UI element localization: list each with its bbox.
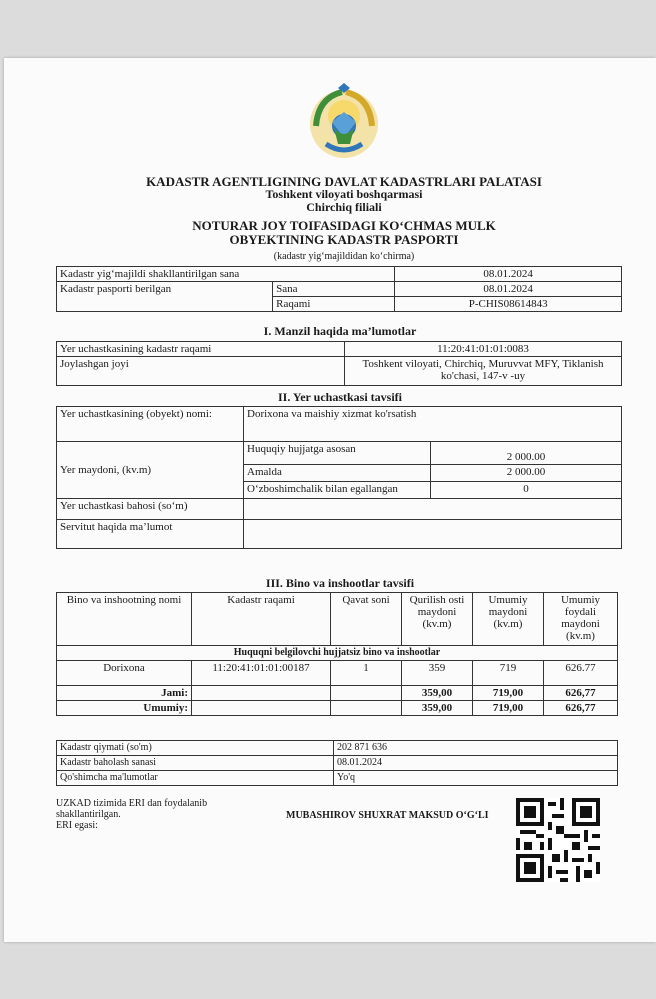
group-label: Huquqni belgilovchi hujjatsiz bino va inshootlar bbox=[57, 646, 618, 661]
extra-info-value: Yo'q bbox=[334, 771, 618, 786]
umumiy-empty-2 bbox=[331, 701, 402, 716]
building-total-area: 719 bbox=[473, 661, 544, 686]
legal-area-value: 2 000.00 bbox=[431, 442, 622, 465]
umumiy-total: 719,00 bbox=[473, 701, 544, 716]
cadastral-value-label: Kadastr qiymati (so'm) bbox=[57, 741, 334, 756]
document-page bbox=[4, 58, 656, 942]
self-occupied-label: O‘zboshimchalik bilan egallangan bbox=[244, 482, 431, 499]
qr-code-icon bbox=[516, 798, 600, 882]
building-useful-area: 626.77 bbox=[544, 661, 618, 686]
issue-date-value: 08.01.2024 bbox=[395, 282, 622, 297]
top-table bbox=[56, 266, 622, 312]
land-price-label: Yer uchastkasi bahosi (so‘m) bbox=[57, 499, 244, 520]
formed-date-value: 08.01.2024 bbox=[395, 267, 622, 282]
jami-label: Jami: bbox=[57, 686, 192, 701]
eri-note-line3: ERI egasi: bbox=[56, 820, 98, 831]
land-price-value bbox=[244, 499, 622, 520]
actual-area-label: Amalda bbox=[244, 465, 431, 482]
evaluation-date-value: 08.01.2024 bbox=[334, 756, 618, 771]
agency-title: KADASTR AGENTLIGINING DAVLAT KADASTRLARI PALATASI bbox=[146, 174, 542, 189]
col-useful-area: Umumiy foydali maydoni (kv.m) bbox=[544, 593, 618, 646]
region-title: Toshkent viloyati boshqarmasi bbox=[265, 187, 423, 201]
col-building-name: Bino va inshootning nomi bbox=[57, 593, 192, 646]
actual-area-value: 2 000.00 bbox=[431, 465, 622, 482]
land-table bbox=[56, 406, 622, 549]
location-label: Joylashgan joyi bbox=[57, 357, 345, 386]
building-cadastral: 11:20:41:01:01:00187 bbox=[192, 661, 331, 686]
legal-area-label: Huquqiy hujjatga asosan bbox=[244, 442, 431, 465]
cadastral-value-amount: 202 871 636 bbox=[334, 741, 618, 756]
servitude-value bbox=[244, 520, 622, 549]
address-table bbox=[56, 341, 622, 386]
building-name: Dorixona bbox=[57, 661, 192, 686]
table-row bbox=[57, 661, 618, 686]
state-emblem-icon bbox=[304, 82, 384, 162]
location-value: Toshkent viloyati, Chirchiq, Muruvvat MFY, Tiklanish ko'chasi, 147-v -uy bbox=[345, 357, 622, 386]
servitude-label: Servitut haqida ma’lumot bbox=[57, 520, 244, 549]
col-footprint: Qurilish osti maydoni (kv.m) bbox=[402, 593, 473, 646]
object-name-label: Yer uchastkasining (obyekt) nomi: bbox=[57, 407, 244, 442]
building-floors: 1 bbox=[331, 661, 402, 686]
valuation-table bbox=[56, 740, 618, 786]
col-total-area: Umumiy maydoni (kv.m) bbox=[473, 593, 544, 646]
jami-empty-1 bbox=[192, 686, 331, 701]
doc-subtitle: (kadastr yig‘majildidan ko‘chirma) bbox=[273, 251, 415, 262]
section2-title: II. Yer uchastkasi tavsifi bbox=[277, 390, 402, 404]
eri-note-line2: shakllantirilgan. bbox=[56, 809, 121, 820]
section3-title: III. Bino va inshootlar tavsifi bbox=[265, 576, 415, 590]
branch-title: Chirchiq filiali bbox=[306, 200, 382, 214]
jami-footprint: 359,00 bbox=[402, 686, 473, 701]
evaluation-date-label: Kadastr baholash sanasi bbox=[57, 756, 334, 771]
umumiy-useful: 626,77 bbox=[544, 701, 618, 716]
area-label: Yer maydoni, (kv.m) bbox=[57, 442, 244, 499]
passport-number-label: Raqami bbox=[273, 297, 395, 312]
issue-date-label: Sana bbox=[273, 282, 395, 297]
cadastral-value: 11:20:41:01:01:0083 bbox=[345, 342, 622, 357]
cadastral-label: Yer uchastkasining kadastr raqami bbox=[57, 342, 345, 357]
section1-title: I. Manzil haqida ma’lumotlar bbox=[263, 324, 417, 338]
jami-total: 719,00 bbox=[473, 686, 544, 701]
jami-empty-2 bbox=[331, 686, 402, 701]
col-cadastral: Kadastr raqami bbox=[192, 593, 331, 646]
buildings-table bbox=[56, 592, 618, 716]
jami-useful: 626,77 bbox=[544, 686, 618, 701]
eri-note-line1: UZKAD tizimida ERI dan foydalanib bbox=[56, 798, 208, 809]
umumiy-footprint: 359,00 bbox=[402, 701, 473, 716]
extra-info-label: Qo'shimcha ma'lumotlar bbox=[57, 771, 334, 786]
object-name-value: Dorixona va maishiy xizmat ko'rsatish bbox=[244, 407, 622, 442]
umumiy-empty-1 bbox=[192, 701, 331, 716]
passport-number-value: P-CHIS08614843 bbox=[395, 297, 622, 312]
umumiy-label: Umumiy: bbox=[57, 701, 192, 716]
formed-date-label: Kadastr yig‘majildi shakllantirilgan sana bbox=[57, 267, 395, 282]
signer-name: MUBASHIROV SHUXRAT MAKSUD O‘G‘LI bbox=[286, 810, 489, 821]
doc-title-line1: NOTURAR JOY TOIFASIDAGI KO‘CHMAS MULK bbox=[192, 218, 496, 233]
eri-note bbox=[56, 798, 207, 831]
issued-label: Kadastr pasporti berilgan bbox=[57, 282, 273, 312]
building-footprint: 359 bbox=[402, 661, 473, 686]
self-occupied-value: 0 bbox=[431, 482, 622, 499]
doc-title-line2: OBYEKTINING KADASTR PASPORTI bbox=[229, 232, 459, 247]
col-floors: Qavat soni bbox=[331, 593, 402, 646]
